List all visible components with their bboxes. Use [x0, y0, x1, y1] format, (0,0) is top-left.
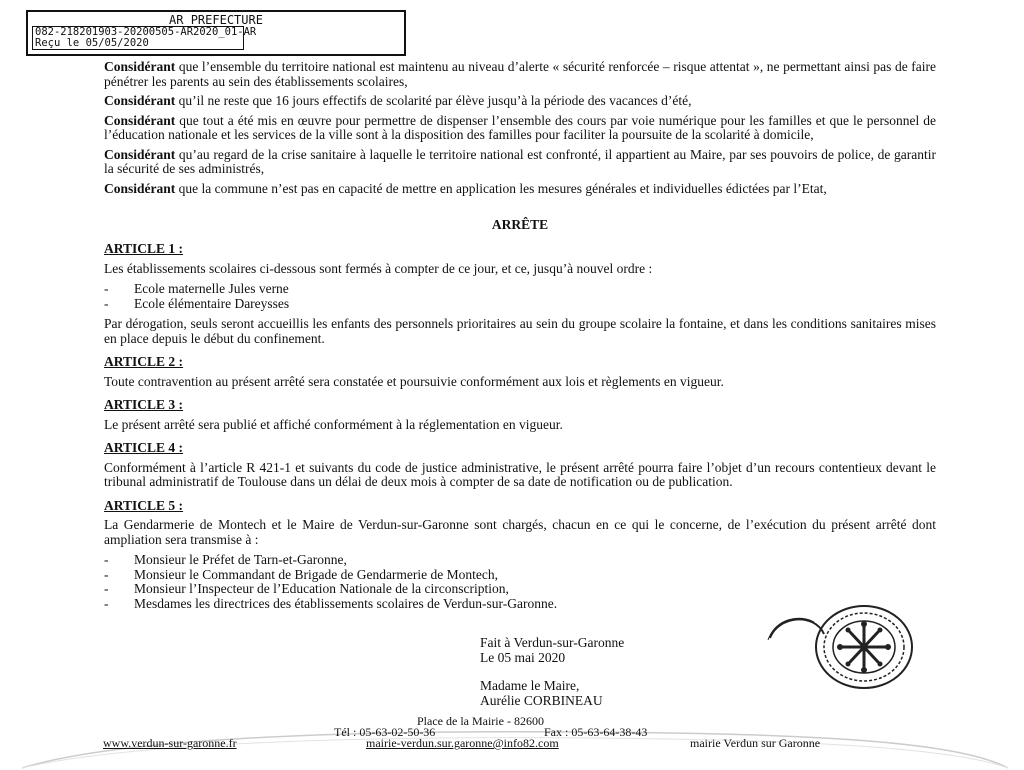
website-link[interactable]: www.verdun-sur-garonne.fr	[103, 736, 237, 750]
article-4	[104, 441, 936, 490]
recipients-list	[104, 553, 936, 611]
list-item: - Ecole maternelle Jules verne	[104, 282, 936, 297]
footer-social: mairie Verdun sur Garonne	[690, 736, 821, 750]
stamp-details	[32, 26, 257, 50]
considerant-1	[104, 60, 936, 89]
list-item: - Monsieur le Préfet de Tarn-et-Garonne,	[104, 553, 936, 568]
article-5-heading: ARTICLE 5 :	[104, 497, 184, 513]
list-item: - Monsieur le Commandant de Brigade de Gendarmerie de Montech,	[104, 568, 936, 583]
considerant-text: que la commune n’est pas en capacité de mettre en application les mesures générales et individuelles édictées par l’Etat,	[175, 180, 827, 196]
decision-title: ARRÊTE	[491, 217, 549, 232]
list-item: - Monsieur l’Inspecteur de l’Education Nationale de la circonscription,	[104, 582, 936, 597]
considerant-keyword: Considérant	[104, 59, 176, 74]
footer-address: Place de la Mairie - 82600	[417, 714, 544, 728]
stamp-reference: 082-218201903-20200505-AR2020_01-AR	[35, 26, 257, 38]
considerant-5	[104, 182, 936, 197]
article-1-derogation: Par dérogation, seuls seront accueillis les enfants des personnels prioritaires au sein du groupe scolaire la fontaine, et dans les conditions sanitaires mises en place depuis le début du confinement.	[104, 316, 936, 346]
signature-block	[480, 636, 624, 708]
signature-role: Madame le Maire,	[480, 678, 580, 693]
signature-place: Fait à Verdun-sur-Garonne	[480, 635, 625, 650]
article-3-text: Le présent arrêté sera publié et affiché conformément à la réglementation en vigueur.	[104, 416, 563, 432]
footer-phone: Tél : 05-63-02-50-36	[334, 725, 436, 739]
considerant-keyword: Considérant	[104, 180, 176, 196]
article-3-heading: ARTICLE 3 :	[104, 397, 184, 412]
article-2-heading: ARTICLE 2 :	[104, 354, 184, 369]
considerant-keyword: Considérant	[104, 146, 176, 162]
signature-name: Aurélie CORBINEAU	[480, 692, 603, 708]
article-4-text: Conformément à l’article R 421-1 et suivants du code de justice administrative, le présent arrêté pourra faire l’objet d’un recours contentieux devant le tribunal administratif de Toulouse dans un délai de deux mois à compter de sa date de notification ou de publication.	[104, 459, 936, 489]
article-3	[104, 398, 936, 432]
list-item: - Ecole élémentaire Dareysses	[104, 297, 936, 312]
article-1-intro: Les établissements scolaires ci-dessous sont fermés à compter de ce jour, et ce, jusqu’à nouvel ordre :	[104, 260, 653, 276]
considerant-3	[104, 114, 936, 143]
article-5	[104, 499, 936, 612]
email-link[interactable]: mairie-verdun.sur.garonne@info82.com	[366, 736, 559, 750]
article-2-text: Toute contravention au présent arrêté sera constatée et poursuivie conformément aux lois et règlements en vigueur.	[104, 373, 724, 389]
considerant-keyword: Considérant	[104, 112, 176, 128]
considerant-text: qu’au regard de la crise sanitaire à laquelle le territoire national est confronté, il appartient au Maire, par ses pouvoirs de police, de garantir la sécurité de ses administrés,	[104, 146, 936, 176]
considerant-text: qu’il ne reste que 16 jours effectifs de scolarité par élève jusqu’à la période des vacances d’été,	[175, 93, 692, 108]
schools-list	[104, 282, 936, 311]
article-1-heading: ARTICLE 1 :	[104, 241, 184, 256]
considerant-text: que tout a été mis en œuvre pour permettre de dispenser l’ensemble des cours par voie numérique pour les familles et que le personnel de l’éducation nationale et les services de la ville sont à la disposition des familles pour faciliter la poursuite de la scolarité à domicile,	[104, 112, 936, 142]
considerant-2	[104, 94, 936, 109]
considerant-text: que l’ensemble du territoire national est maintenu au niveau d’alerte « sécurité renforcée – risque attentat », ne permettant ainsi pas de faire pénétrer les parents au sein des établissements scolaires,	[104, 59, 936, 89]
signature-date: Le 05 mai 2020	[480, 649, 566, 665]
article-5-intro: La Gendarmerie de Montech et le Maire de Verdun-sur-Garonne sont chargés, chacun en ce qui le concerne, de l’exécution du présent arrêté dont ampliation sera transmise à :	[104, 517, 936, 547]
considerant-keyword: Considérant	[104, 93, 176, 108]
stamp-title: AR PREFECTURE	[169, 13, 263, 27]
list-item: - Mesdames les directrices des établissements scolaires de Verdun-sur-Garonne.	[104, 597, 936, 612]
considerant-4	[104, 148, 936, 177]
footer	[0, 708, 1024, 768]
official-seal-icon	[764, 604, 916, 690]
footer-fax: Fax : 05-63-64-38-43	[544, 725, 648, 739]
article-1	[104, 242, 936, 346]
document-body	[104, 60, 936, 620]
article-4-heading: ARTICLE 4 :	[104, 440, 184, 455]
prefecture-stamp	[26, 10, 406, 56]
article-2	[104, 355, 936, 389]
stamp-received-date: Reçu le 05/05/2020	[35, 37, 149, 49]
